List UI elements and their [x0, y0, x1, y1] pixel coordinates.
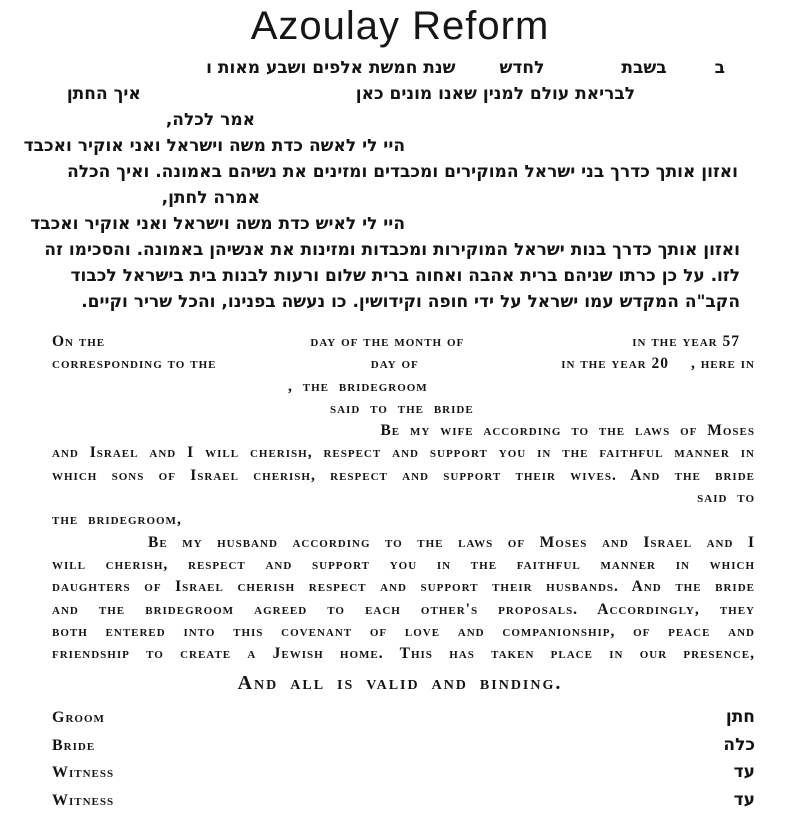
hebrew-line-be-my-husband: היי לי לאיש כדת משה וישראל ואני אוקיר ואכבד — [30, 214, 405, 234]
hebrew-of-month: לחדש — [499, 58, 545, 78]
bride-label: Bride — [52, 736, 96, 754]
signature-row-witness-1 — [0, 762, 800, 790]
signature-row-witness-2 — [0, 790, 800, 817]
english-line-corresponding — [0, 353, 800, 375]
english-line-cherish-1: and Israel and I will cherish, respect and support you in the faithful manner in — [52, 444, 755, 462]
hebrew-line-date — [0, 55, 800, 81]
hebrew-creation-count: לבריאת עולם למנין שאנו מונים כאן — [355, 84, 635, 104]
signature-row-groom — [0, 707, 800, 735]
groom-hebrew-label: חתן — [725, 707, 755, 728]
hebrew-groom-intro: איך החתן — [66, 84, 141, 104]
hebrew-besabbath: בשבת — [621, 58, 667, 78]
witness-1-label: Witness — [52, 764, 115, 782]
hebrew-day-prefix: ב — [714, 58, 725, 78]
hebrew-line-said-to-bride: אמר לכלה, — [165, 110, 255, 130]
hebrew-line-be-my-wife: היי לי לאשה כדת משה וישראל ואני אוקיר ואכבד — [23, 136, 405, 156]
bride-hebrew-label: כלה — [723, 734, 755, 755]
hebrew-line-valid-binding: הקב"ה המקדש עמו ישראל על ידי חופה וקידושין. כו נעשה בפנינו, והכל שריר וקיים. — [81, 292, 740, 312]
hebrew-year-phrase: שנת חמשת אלפים ושבע מאות ו — [206, 58, 456, 78]
english-line-the-bridegroom: the bridegroom, — [52, 511, 182, 529]
english-line-be-my-husband: Be my husband according to the laws of Moses and Israel and I — [148, 533, 755, 551]
english-text-section — [0, 331, 800, 665]
english-line-proposals: and the bridegroom agreed to each other's proposals. Accordingly, they — [52, 600, 755, 618]
year-20-label: in the year 20 — [561, 355, 669, 373]
english-line-said-to: said to — [697, 489, 755, 507]
closing-statement: And all is valid and binding. — [237, 672, 563, 695]
corresponding-label: corresponding to the — [52, 355, 217, 373]
day-of-label: day of — [370, 355, 419, 373]
hebrew-line-covenant: לזו. על כן כרתו שניהם ברית אהבה ואחוה ברית שלום ורעות לבנות בית בישראל לכבוד — [70, 266, 740, 286]
english-line-cherish-2: will cherish, respect and support you in the faithful manner in which — [52, 555, 755, 573]
page-title: Azoulay Reform — [250, 4, 550, 48]
english-line-presence: friendship to create a Jewish home. This has taken place in our presence, — [52, 645, 755, 663]
witness-2-hebrew-label: עד — [733, 789, 755, 810]
english-line-date — [0, 331, 800, 353]
hebrew-line-place — [0, 81, 800, 107]
signatures-section — [0, 707, 800, 817]
witness-1-hebrew-label: עד — [733, 762, 755, 783]
day-of-month-label: day of the month of — [310, 333, 465, 350]
hebrew-line-daughters-of-israel: ואזון אותך כדרך בנות ישראל המוקירות ומכבדות ומזינות את אנשיהן באמונה. והסכימו זה — [44, 240, 740, 260]
on-the-label: On the — [52, 333, 106, 350]
english-line-daughters-of-israel: daughters of Israel cherish respect and support their husbands. And the bride — [52, 578, 755, 596]
groom-label: Groom — [52, 709, 105, 727]
hebrew-line-said-to-groom: אמרה לחתן, — [161, 188, 260, 208]
english-line-said-to-bride: said to the bride — [330, 399, 474, 417]
witness-2-label: Witness — [52, 791, 115, 809]
english-line-sons-of-israel: which sons of Israel cherish, respect and support their wives. And the bride — [52, 466, 755, 484]
here-in-label: , here in — [690, 355, 755, 373]
year-57-label: in the year 57 — [632, 333, 740, 350]
hebrew-text-section — [0, 55, 800, 315]
hebrew-line-sons-of-israel: ואזון אותך כדרך בני ישראל המוקירים ומכבדים ומזינים את נשיהם באמונה. ואיך הכלה — [67, 162, 738, 182]
signature-row-bride — [0, 735, 800, 763]
english-line-covenant: both entered into this covenant of love and companionship, of peace and — [52, 622, 755, 640]
english-line-bridegroom: , the bridegroom — [288, 377, 428, 395]
english-line-be-my-wife: Be my wife according to the laws of Moses — [380, 422, 755, 440]
